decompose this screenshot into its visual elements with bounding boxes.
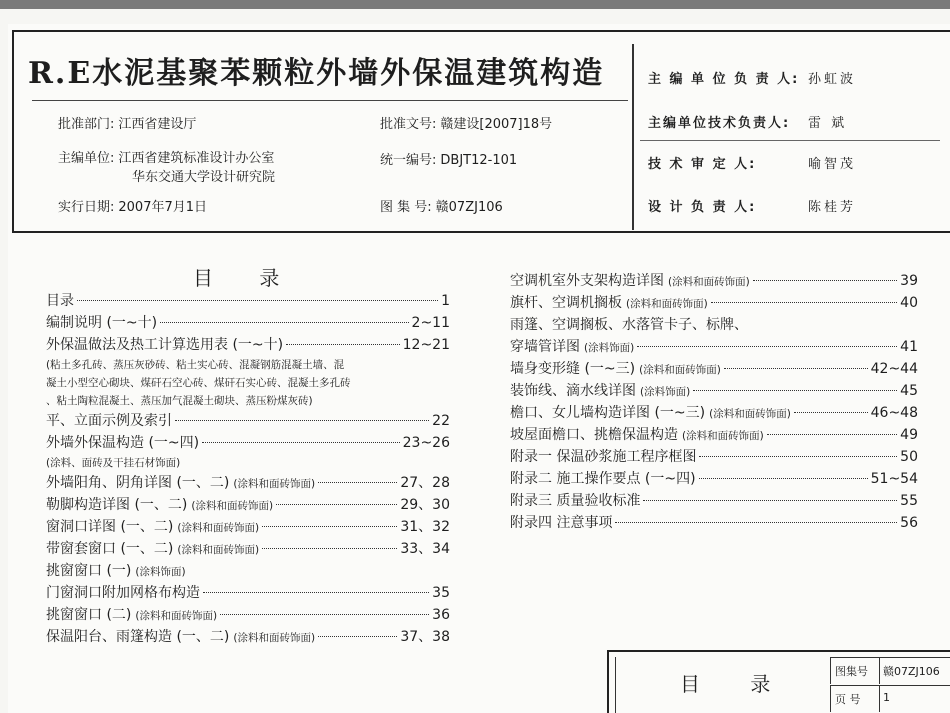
toc-entry-page: 56 [900, 515, 918, 531]
atlas-number: 图 集 号: 赣07ZJ106 [380, 200, 503, 215]
effective-date: 实行日期: 2007年7月1日 [58, 200, 208, 215]
toc-entry[interactable] [510, 468, 918, 490]
toc-entry[interactable] [510, 490, 918, 512]
toc-entry-finish: (涂料和面砖饰面) [177, 522, 260, 534]
toc-leader-dots [77, 300, 438, 301]
toc-entry-title: 檐口、女儿墙构造详图 (一~三) [510, 405, 706, 421]
toc-leader-dots [794, 412, 868, 413]
toc-leader-dots [160, 322, 408, 323]
toc-entry[interactable] [46, 538, 450, 560]
atlas-number-row: 图集号 赣07ZJ106 [830, 657, 950, 684]
toc-entry[interactable] [46, 410, 450, 432]
toc-entry-page: 46~48 [870, 405, 918, 421]
toc-entry-title: 带窗套窗口 (一、二) [46, 541, 174, 557]
toc-entry-page: 12~21 [402, 337, 450, 353]
toc-entry[interactable] [46, 312, 450, 334]
toc-leader-dots [262, 526, 397, 527]
toc-entry[interactable] [510, 314, 918, 336]
toc-title: 目 录 [193, 266, 300, 290]
toc-entry-finish: (涂料和面砖饰面) [668, 276, 750, 288]
toc-entry[interactable] [46, 604, 450, 626]
toc-entry[interactable] [46, 494, 450, 516]
toc-entry-finish: (涂料和面砖饰面) [191, 500, 274, 512]
toc-entry-title: 外墙外保温构造 (一~四) [46, 435, 200, 451]
toc-entry-finish: (涂料和面砖饰面) [233, 478, 316, 490]
toc-entry-title: 坡屋面檐口、挑檐保温构造 [510, 427, 678, 443]
toc-entry-page: 27、28 [400, 475, 450, 491]
toc-entry-title: 空调机室外支架构造详图 [510, 273, 664, 289]
scanner-top-bar [0, 0, 950, 9]
toc-entry[interactable] [46, 560, 450, 582]
toc-entry[interactable] [510, 446, 918, 468]
toc-entry-title: 保温阳台、雨篷构造 (一、二) [46, 629, 230, 645]
toc-entry-page: 36 [432, 607, 450, 623]
toc-entry[interactable] [510, 402, 918, 424]
toc-entry-title: 附录二 施工操作要点 (一~四) [510, 471, 696, 487]
toc-entry-title: 装饰线、滴水线详图 [510, 383, 636, 399]
toc-leader-dots [711, 302, 897, 303]
toc-leader-dots [637, 346, 897, 347]
toc-entry-title: 穿墙管详图 [510, 339, 580, 355]
toc-entry-finish: (涂料和面砖饰面) [233, 632, 316, 644]
toc-entry[interactable] [510, 424, 918, 446]
toc-entry-finish: (涂料饰面) [640, 386, 691, 398]
cell-divider [879, 686, 880, 712]
toc-entry-page: 35 [432, 585, 450, 601]
toc-entry-finish: (涂料饰面) [584, 342, 635, 354]
toc-entry-title: 挑窗窗口 (一) [46, 563, 132, 579]
toc-entry-title: 门窗洞口附加网格布构造 [46, 585, 200, 601]
toc-leader-dots [318, 482, 397, 483]
toc-entry-finish: (涂料和面砖饰面) [135, 610, 218, 622]
toc-entry-page: 1 [441, 293, 450, 309]
toc-entry-page: 50 [900, 449, 918, 465]
toc-note: (涂料、面砖及干挂石材饰面) [46, 457, 181, 469]
toc-entry[interactable] [46, 582, 450, 604]
toc-leader-dots [286, 344, 400, 345]
toc-entry-finish: (涂料和面砖饰面) [177, 544, 260, 556]
toc-entry[interactable] [46, 516, 450, 538]
toc-entry-page: 31、32 [400, 519, 450, 535]
toc-entry[interactable] [510, 336, 918, 358]
toc-leader-dots [753, 280, 897, 281]
design-head: 设 计 负 责 人: 陈桂芳 [648, 200, 857, 215]
toc-entry-finish: (涂料饰面) [135, 566, 186, 578]
toc-entry[interactable] [46, 290, 450, 312]
toc-entry-title: 挑窗窗口 (二) [46, 607, 132, 623]
toc-leader-dots [699, 456, 897, 457]
toc-leader-dots [724, 368, 868, 369]
toc-entry-title: 附录四 注意事项 [510, 515, 613, 531]
toc-entry-page: 40 [900, 295, 918, 311]
toc-entry-page: 37、38 [400, 629, 450, 645]
toc-leader-dots [699, 478, 868, 479]
toc-entry-title: 目录 [46, 293, 74, 309]
toc-entry-page: 29、30 [400, 497, 450, 513]
toc-right-column [510, 270, 918, 534]
toc-entry[interactable] [46, 472, 450, 494]
toc-entry-title: 勒脚构造详图 (一、二) [46, 497, 188, 513]
toc-note: 凝土小型空心砌块、煤矸石空心砖、煤矸石实心砖、混凝土多孔砖 [46, 377, 351, 389]
toc-entry-title: 窗洞口详图 (一、二) [46, 519, 174, 535]
toc-entry[interactable] [510, 270, 918, 292]
toc-entry[interactable] [510, 292, 918, 314]
toc-entry-title: 编制说明 (一~十) [46, 315, 158, 331]
toc-entry-page: 55 [900, 493, 918, 509]
unified-number: 统一编号: DBJT12-101 [380, 153, 518, 168]
toc-leader-dots [203, 592, 429, 593]
toc-entry[interactable] [46, 432, 450, 454]
toc-entry-finish: (涂料和面砖饰面) [709, 408, 791, 420]
toc-leader-dots [262, 548, 397, 549]
toc-entry-title: 附录一 保温砂浆施工程序框图 [510, 449, 697, 465]
toc-entry[interactable] [510, 358, 918, 380]
toc-leader-dots [643, 500, 897, 501]
technical-reviewer: 技 术 审 定 人: 喻智茂 [648, 157, 857, 172]
toc-entry-page: 45 [900, 383, 918, 399]
toc-entry[interactable] [46, 626, 450, 648]
toc-entry-finish: (涂料和面砖饰面) [626, 298, 708, 310]
toc-note: (粘土多孔砖、蒸压灰砂砖、粘土实心砖、混凝钢筋混凝土墙、混 [46, 359, 345, 371]
toc-leader-dots [767, 434, 897, 435]
toc-entry[interactable] [510, 512, 918, 534]
toc-note: 、粘土陶粒混凝土、蒸压加气混凝土砌块、蒸压粉煤灰砖) [46, 395, 313, 407]
toc-entry-page: 41 [900, 339, 918, 355]
toc-entry-title: 平、立面示例及索引 [46, 413, 172, 429]
toc-leader-dots [276, 504, 397, 505]
toc-entry-title: 墙身变形缝 (一~三) [510, 361, 636, 377]
toc-entry-title: 雨篷、空调搁板、水落管卡子、标牌、 [510, 317, 748, 333]
toc-entry-finish: (涂料和面砖饰面) [682, 430, 764, 442]
approval-dept: 批准部门: 江西省建设厅 [58, 117, 197, 132]
toc-entry-page: 22 [432, 413, 450, 429]
toc-leader-dots [175, 420, 429, 421]
page-number-row: 页 号 1 [830, 685, 950, 712]
approval-number: 批准文号: 赣建设[2007]18号 [380, 117, 553, 132]
toc-entry-title: 外保温做法及热工计算选用表 (一~十) [46, 337, 284, 353]
toc-entry[interactable] [46, 334, 450, 356]
toc-entry-title: 旗杆、空调机搁板 [510, 295, 622, 311]
toc-entry-title: 外墙阳角、阴角详图 (一、二) [46, 475, 230, 491]
toc-entry-finish: (涂料和面砖饰面) [639, 364, 721, 376]
toc-left-column [46, 290, 450, 648]
toc-entry-page: 39 [900, 273, 918, 289]
title-block-grid [830, 657, 950, 713]
editor-unit: 主编单位: 江西省建筑标准设计办公室 [58, 151, 275, 166]
toc-entry-page: 23~26 [402, 435, 450, 451]
header-vertical-divider [632, 44, 634, 230]
toc-leader-dots [615, 522, 897, 523]
editor-unit-second: 华东交通大学设计研究院 [132, 170, 276, 185]
technical-head: 主编单位技术负责人: 雷 斌 [648, 116, 848, 131]
responsible-divider [640, 140, 940, 141]
toc-entry-page: 33、34 [400, 541, 450, 557]
toc-entry[interactable] [510, 380, 918, 402]
toc-entry-title: 附录三 质量验收标准 [510, 493, 641, 509]
document-title: R.E水泥基聚苯颗粒外墙外保温建筑构造 [28, 56, 605, 91]
toc-entry-page: 49 [900, 427, 918, 443]
toc-entry-page: 2~11 [411, 315, 450, 331]
chief-editor-unit-head: 主 编 单 位 负 责 人: 孙虹波 [648, 72, 857, 87]
cell-divider [879, 658, 880, 684]
toc-entry-page: 42~44 [870, 361, 918, 377]
toc-entry-page: 51~54 [870, 471, 918, 487]
toc-leader-dots [220, 614, 429, 615]
toc-leader-dots [318, 636, 397, 637]
title-block-title: 目 录 [680, 672, 793, 696]
toc-leader-dots [202, 442, 400, 443]
title-underline [32, 100, 628, 101]
toc-leader-dots [693, 390, 897, 391]
